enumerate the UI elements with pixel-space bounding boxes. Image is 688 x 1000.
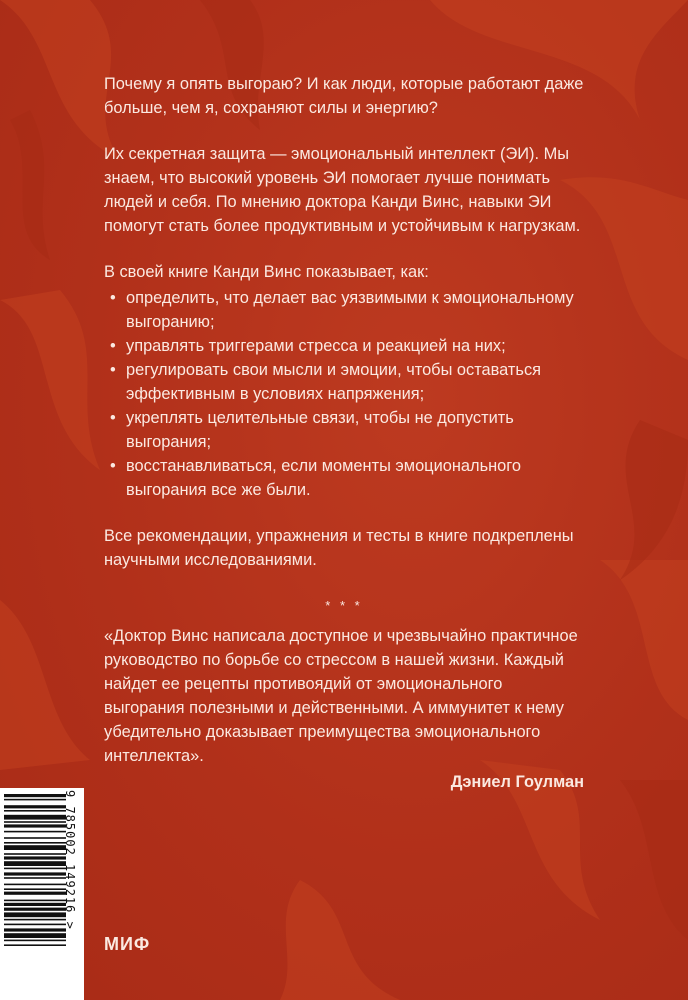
barcode-bar [4,842,66,844]
separator: * * * [325,598,363,613]
bullet-icon: • [110,337,116,355]
barcode-bar [4,933,66,938]
benefit-list [104,286,584,502]
bullet-icon: • [110,289,116,307]
barcode-bar [4,888,66,890]
barcode-bar [4,877,66,879]
barcode-bar [4,799,66,801]
barcode-bar [4,824,66,827]
list-item: • укреплять целительные связи, чтобы не допустить выгорания; [104,406,584,454]
barcode-bar [4,903,66,906]
list-intro: В своей книге Канди Винс показывает, как: [104,263,429,281]
barcode-bar [4,900,66,902]
bullet-icon: • [110,361,116,379]
barcode-bar [4,815,66,820]
barcode-bar [4,845,66,850]
barcode-bar [4,794,66,797]
barcode-bar [4,821,66,823]
barcode-bar [4,872,66,875]
barcode-bar [4,944,66,946]
publisher-logo: МИФ [104,934,151,954]
intro-question: Почему я опять выгораю? И как люди, которые работают даже больше, чем я, сохраняют силы и энергию? [104,75,584,117]
barcode-bar [4,853,66,855]
list-item: • восстанавливаться, если моменты эмоционального выгорания все же были. [104,454,584,502]
barcode-bar [4,831,66,833]
barcode-bar [4,810,66,812]
barcode-bar [4,912,66,917]
barcode-bar [4,919,66,921]
bullet-icon: • [110,457,116,475]
description [104,72,584,794]
barcode-bar [4,940,66,942]
barcode-bar [4,884,66,886]
barcode-bar [4,805,66,808]
review-quote: «Доктор Винс написала доступное и чрезвычайно практичное руководство по борьбе со стрессом в нашей жизни. Каждый найдет ее рецепты противоядий от эмоционального выгорания полезными и действенными. А иммунитет к нему убедительно доказывает преимущества эмоционального интеллекта». [104,627,578,765]
quote-author: Дэниел Гоулман [450,773,584,791]
list-item: • управлять триггерами стресса и реакцией на них; [104,334,584,358]
barcode-bar [4,856,66,859]
list-item: • регулировать свои мысли и эмоции, чтобы оставаться эффективным в условиях напряжения; [104,358,584,406]
barcode-bar [4,837,66,839]
bullet-icon: • [110,409,116,427]
barcode-bar [4,908,66,911]
barcode-bar [4,861,66,866]
isbn-number: 9 785002 149216 > [63,790,77,930]
barcode-bar [4,924,66,926]
barcode-bar [4,868,66,870]
closing-paragraph: Все рекомендации, упражнения и тесты в книге подкреплены научными исследованиями. [104,527,574,569]
list-item: • определить, что делает вас уязвимыми к эмоциональному выгоранию; [104,286,584,334]
intro-paragraph: Их секретная защита — эмоциональный интеллект (ЭИ). Мы знаем, что высокий уровень ЭИ помогает лучше понимать людей и себя. По мнению доктора Канди Винс, навыки ЭИ помогут стать более продуктивным и устойчивым к нагрузкам. [104,145,581,235]
barcode-bar [4,928,66,931]
barcode-bar [4,892,66,895]
